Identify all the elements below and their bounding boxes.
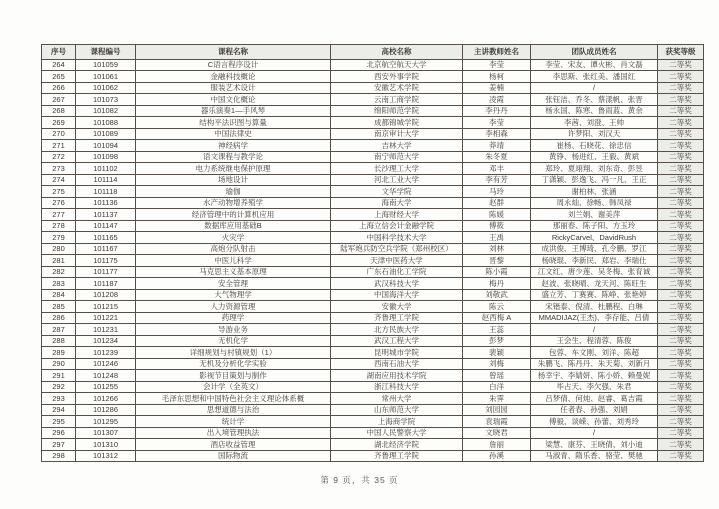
col-index-cell: 270 <box>42 128 76 140</box>
col-index-cell: 273 <box>42 163 76 175</box>
col-award-level-cell: 二等奖 <box>658 140 704 152</box>
col-course-name-cell: 服装艺术设计 <box>136 82 331 94</box>
col-team-members-cell: 宋锴泰、倪清、杜鹏程、白琳 <box>531 301 658 313</box>
col-team-members-cell: 李莹、宋友、谭火彬、肖文磊 <box>531 59 658 71</box>
col-teacher-cell: 晋黎 <box>463 255 531 267</box>
col-course-name-cell: 语文课程与教学论 <box>136 151 331 163</box>
col-course-name-cell: 药理学 <box>136 312 331 324</box>
col-course-name-cell: 场地设计 <box>136 174 331 186</box>
table-row <box>42 370 704 382</box>
col-award-level-cell: 二等奖 <box>658 232 704 244</box>
col-index-cell: 280 <box>42 243 76 255</box>
table-row <box>42 358 704 370</box>
col-award-level-cell: 二等奖 <box>658 151 704 163</box>
col-course-name-cell: 中国法律史 <box>136 128 331 140</box>
table-row <box>42 381 704 393</box>
column-header-col-course-id: 课程编号 <box>76 45 136 60</box>
col-teacher-cell: 曾瑶 <box>463 370 531 382</box>
col-award-level-cell: 二等奖 <box>658 301 704 313</box>
col-index-cell: 294 <box>42 404 76 416</box>
col-course-name-cell: 瑜伽 <box>136 186 331 198</box>
col-university-cell: 上海立信会计金融学院 <box>331 220 463 232</box>
col-university-cell: 西安外事学院 <box>331 71 463 83</box>
col-teacher-cell: 刘园园 <box>463 404 531 416</box>
col-course-name-cell: 导游业务 <box>136 324 331 336</box>
col-index-cell: 279 <box>42 232 76 244</box>
col-course-id-cell: 101082 <box>76 105 136 117</box>
col-award-level-cell: 二等奖 <box>658 243 704 255</box>
col-award-level-cell: 二等奖 <box>658 82 704 94</box>
table-row <box>42 186 704 198</box>
col-course-name-cell: 安全管理 <box>136 278 331 290</box>
col-teacher-cell: 陈小霞 <box>463 266 531 278</box>
col-award-level-cell: 二等奖 <box>658 427 704 439</box>
col-course-name-cell: 中国文化概论 <box>136 94 331 106</box>
col-teacher-cell: 朱冬夏 <box>463 151 531 163</box>
table-row <box>42 94 704 106</box>
col-course-id-cell: 101286 <box>76 404 136 416</box>
col-university-cell: 武汉工程大学 <box>331 335 463 347</box>
col-award-level-cell: 二等奖 <box>658 335 704 347</box>
table-row <box>42 393 704 405</box>
column-header-col-university: 高校名称 <box>331 45 463 60</box>
col-team-members-cell: 杨永国、陈寒、鲁雨蓝、黄余 <box>531 105 658 117</box>
col-university-cell: 中国海洋大学 <box>331 289 463 301</box>
col-award-level-cell: 二等奖 <box>658 358 704 370</box>
col-index-cell: 275 <box>42 186 76 198</box>
col-teacher-cell: 裴颖 <box>463 347 531 359</box>
col-university-cell: 西南石油大学 <box>331 358 463 370</box>
col-award-level-cell: 二等奖 <box>658 94 704 106</box>
col-award-level-cell: 二等奖 <box>658 220 704 232</box>
col-university-cell: 南京审计大学 <box>331 128 463 140</box>
col-university-cell: 常州大学 <box>331 393 463 405</box>
col-award-level-cell: 二等奖 <box>658 312 704 324</box>
page-number-footer: 第 9 页，共 35 页 <box>320 475 399 485</box>
col-teacher-cell: 袁瑞霞 <box>463 416 531 428</box>
col-team-members-cell: 李思斯、张红美、潘国红 <box>531 71 658 83</box>
table-row <box>42 312 704 324</box>
col-course-id-cell: 101114 <box>76 174 136 186</box>
table-row <box>42 82 704 94</box>
col-university-cell: 中国人民警察大学 <box>331 427 463 439</box>
col-team-members-cell: RickyCarvel、DavidRush <box>531 232 658 244</box>
col-index-cell: 290 <box>42 358 76 370</box>
col-teacher-cell: 李相森 <box>463 128 531 140</box>
col-award-level-cell: 二等奖 <box>658 186 704 198</box>
col-course-id-cell: 101061 <box>76 71 136 83</box>
col-course-name-cell: 经济管理中的计算机应用 <box>136 209 331 221</box>
col-teacher-cell: 马玲 <box>463 186 531 198</box>
col-teacher-cell: 李莹 <box>463 117 531 129</box>
table-row <box>42 209 704 221</box>
col-team-members-cell: 马淑青、隋乐香、骆莹、樊驰 <box>531 450 658 462</box>
table-row <box>42 232 704 244</box>
col-team-members-cell: 王会生、程清蓉、陈俊 <box>531 335 658 347</box>
col-team-members-cell: 李茜、刘澄、王帅 <box>531 117 658 129</box>
col-university-cell: 海南大学 <box>331 197 463 209</box>
col-index-cell: 296 <box>42 427 76 439</box>
col-university-cell: 陆军炮兵防空兵学院（郑州校区） <box>331 243 463 255</box>
table-row <box>42 174 704 186</box>
col-award-level-cell: 二等奖 <box>658 278 704 290</box>
col-course-name-cell: 无机化学 <box>136 335 331 347</box>
col-university-cell: 北方民族大学 <box>331 324 463 336</box>
col-award-level-cell: 二等奖 <box>658 128 704 140</box>
table-row <box>42 347 704 359</box>
column-header-col-award-level: 获奖等级 <box>658 45 704 60</box>
col-award-level-cell: 二等奖 <box>658 255 704 267</box>
col-award-level-cell: 二等奖 <box>658 439 704 451</box>
col-index-cell: 274 <box>42 174 76 186</box>
col-team-members-cell: 刘兰娟、谢美萍 <box>531 209 658 221</box>
col-index-cell: 272 <box>42 151 76 163</box>
table-row <box>42 404 704 416</box>
col-team-members-cell: 赵波、张晓晴、龙天河、陈旺生 <box>531 278 658 290</box>
col-course-id-cell: 101295 <box>76 416 136 428</box>
col-award-level-cell: 二等奖 <box>658 71 704 83</box>
col-course-name-cell: 水产动物增养殖学 <box>136 197 331 209</box>
col-course-id-cell: 101098 <box>76 151 136 163</box>
col-course-id-cell: 101102 <box>76 163 136 175</box>
col-index-cell: 286 <box>42 312 76 324</box>
col-course-name-cell: C语言程序设计 <box>136 59 331 71</box>
col-team-members-cell: 黄铮、杨进红、王毅、黄斌 <box>531 151 658 163</box>
table-row <box>42 151 704 163</box>
col-index-cell: 288 <box>42 335 76 347</box>
col-teacher-cell: 刘梅 <box>463 358 531 370</box>
col-index-cell: 271 <box>42 140 76 152</box>
col-teacher-cell: 陈媛 <box>463 209 531 221</box>
col-course-id-cell: 101062 <box>76 82 136 94</box>
col-university-cell: 安徽艺术学院 <box>331 82 463 94</box>
col-university-cell: 南宁师范大学 <box>331 151 463 163</box>
col-course-name-cell: 统计学 <box>136 416 331 428</box>
table-row <box>42 128 704 140</box>
col-university-cell: 吉林大学 <box>331 140 463 152</box>
col-course-id-cell: 101187 <box>76 278 136 290</box>
col-university-cell: 绵阳师范学院 <box>331 105 463 117</box>
col-course-id-cell: 101177 <box>76 266 136 278</box>
col-award-level-cell: 二等奖 <box>658 370 704 382</box>
col-course-id-cell: 101118 <box>76 186 136 198</box>
col-teacher-cell: 赵群 <box>463 197 531 209</box>
col-course-id-cell: 101248 <box>76 370 136 382</box>
col-course-name-cell: 酒店收益管理 <box>136 439 331 451</box>
col-index-cell: 269 <box>42 117 76 129</box>
col-teacher-cell: 文晓君 <box>463 427 531 439</box>
col-team-members-cell: / <box>531 324 658 336</box>
column-header-col-course-name: 课程名称 <box>136 45 331 60</box>
col-team-members-cell: 梁慧、康芬、王晓倩、刘小迪 <box>531 439 658 451</box>
col-course-name-cell: 器乐演奏1—手风琴 <box>136 105 331 117</box>
col-course-name-cell: 结构平法识图与算量 <box>136 117 331 129</box>
col-university-cell: 上海商学院 <box>331 416 463 428</box>
col-university-cell: 浙江科技大学 <box>331 381 463 393</box>
col-course-id-cell: 101137 <box>76 209 136 221</box>
col-award-level-cell: 二等奖 <box>658 450 704 462</box>
table-row <box>42 220 704 232</box>
col-teacher-cell: 詹丽 <box>463 439 531 451</box>
table-row <box>42 427 704 439</box>
col-index-cell: 281 <box>42 255 76 267</box>
col-university-cell: 河北工业大学 <box>331 174 463 186</box>
col-course-id-cell: 101255 <box>76 381 136 393</box>
col-index-cell: 298 <box>42 450 76 462</box>
col-award-level-cell: 二等奖 <box>658 416 704 428</box>
col-award-level-cell: 二等奖 <box>658 105 704 117</box>
col-award-level-cell: 二等奖 <box>658 266 704 278</box>
table-row <box>42 450 704 462</box>
table-row <box>42 71 704 83</box>
col-award-level-cell: 二等奖 <box>658 381 704 393</box>
col-course-name-cell: 大气物理学 <box>136 289 331 301</box>
col-teacher-cell: 梅丹 <box>463 278 531 290</box>
col-course-id-cell: 101147 <box>76 220 136 232</box>
col-teacher-cell: 邓丰 <box>463 163 531 175</box>
col-award-level-cell: 二等奖 <box>658 174 704 186</box>
col-university-cell: 湖北经济学院 <box>331 439 463 451</box>
col-team-members-cell: 包蓉、车文刚、刘洋、陈超 <box>531 347 658 359</box>
col-university-cell: 武汉科技大学 <box>331 278 463 290</box>
col-team-members-cell: 江文红、唐少莲、吴冬梅、张育诚 <box>531 266 658 278</box>
col-course-name-cell: 数据库应用基础B <box>136 220 331 232</box>
col-index-cell: 266 <box>42 82 76 94</box>
col-teacher-cell: 孙溪 <box>463 450 531 462</box>
col-team-members-cell: 周永灿、徐畅、韩凤禄 <box>531 197 658 209</box>
table-row <box>42 105 704 117</box>
table-row <box>42 197 704 209</box>
table-row <box>42 439 704 451</box>
col-course-id-cell: 101215 <box>76 301 136 313</box>
col-course-name-cell: 思想道德与法治 <box>136 404 331 416</box>
col-university-cell: 上海财经大学 <box>331 209 463 221</box>
col-award-level-cell: 二等奖 <box>658 393 704 405</box>
col-course-name-cell: 高炮分队射击 <box>136 243 331 255</box>
col-index-cell: 268 <box>42 105 76 117</box>
col-team-members-cell: 傅毅、谈嵘、孙蕾、刘秀玲 <box>531 416 658 428</box>
col-course-name-cell: 金融科技概论 <box>136 71 331 83</box>
col-index-cell: 291 <box>42 370 76 382</box>
column-header-col-teacher: 主讲教师姓名 <box>463 45 531 60</box>
col-team-members-cell: / <box>531 82 658 94</box>
col-course-id-cell: 101073 <box>76 94 136 106</box>
col-university-cell: 长沙理工大学 <box>331 163 463 175</box>
col-index-cell: 277 <box>42 209 76 221</box>
col-team-members-cell: 那丽春、陈子阳、方玉玲 <box>531 220 658 232</box>
col-university-cell: 齐鲁理工学院 <box>331 450 463 462</box>
col-team-members-cell: 吕梦倩、何炖、赵睿、葛吉霞 <box>531 393 658 405</box>
col-award-level-cell: 二等奖 <box>658 209 704 221</box>
table-row <box>42 117 704 129</box>
col-university-cell: 湖南应用技术学院 <box>331 370 463 382</box>
col-course-id-cell: 101231 <box>76 324 136 336</box>
col-teacher-cell: 刘敬武 <box>463 289 531 301</box>
col-course-name-cell: 人力资源管理 <box>136 301 331 313</box>
col-teacher-cell: 李有芳 <box>463 174 531 186</box>
col-index-cell: 283 <box>42 278 76 290</box>
col-course-name-cell: 出入境管理执法 <box>136 427 331 439</box>
col-award-level-cell: 二等奖 <box>658 117 704 129</box>
col-course-id-cell: 101310 <box>76 439 136 451</box>
col-course-name-cell: 无机及分析化学实验 <box>136 358 331 370</box>
col-course-name-cell: 电力系统继电保护原理 <box>136 163 331 175</box>
table-row <box>42 335 704 347</box>
table-row <box>42 163 704 175</box>
table-row <box>42 243 704 255</box>
col-university-cell: 齐鲁理工学院 <box>331 312 463 324</box>
col-teacher-cell: 姜楠 <box>463 82 531 94</box>
col-team-members-cell: MMADIJAZ(王杰)、李存能、吕倩 <box>531 312 658 324</box>
col-course-id-cell: 101059 <box>76 59 136 71</box>
col-teacher-cell: 刘林 <box>463 243 531 255</box>
col-team-members-cell: 崔杨、石晓花、徐忠信 <box>531 140 658 152</box>
col-index-cell: 276 <box>42 197 76 209</box>
col-index-cell: 289 <box>42 347 76 359</box>
col-team-members-cell: 谢柏林、张涵 <box>531 186 658 198</box>
col-course-id-cell: 101312 <box>76 450 136 462</box>
col-course-name-cell: 火灾学 <box>136 232 331 244</box>
col-award-level-cell: 二等奖 <box>658 163 704 175</box>
col-course-id-cell: 101165 <box>76 232 136 244</box>
col-index-cell: 292 <box>42 381 76 393</box>
col-teacher-cell: 李丹丹 <box>463 105 531 117</box>
col-teacher-cell: 傅筱 <box>463 220 531 232</box>
col-award-level-cell: 二等奖 <box>658 324 704 336</box>
col-teacher-cell: 杨柯 <box>463 71 531 83</box>
course-award-table <box>41 44 704 462</box>
col-award-level-cell: 二等奖 <box>658 289 704 301</box>
col-teacher-cell: 李莹 <box>463 59 531 71</box>
col-university-cell: 中国科学技术大学 <box>331 232 463 244</box>
col-course-id-cell: 101167 <box>76 243 136 255</box>
col-teacher-cell: 赵西梅 A <box>463 312 531 324</box>
table-body <box>42 59 704 462</box>
col-course-id-cell: 101239 <box>76 347 136 359</box>
col-course-name-cell: 会计学（全英文） <box>136 381 331 393</box>
col-university-cell: 昆明城市学院 <box>331 347 463 359</box>
col-index-cell: 265 <box>42 71 76 83</box>
col-team-members-cell: 杨幸宇、李婧妍、陈小娇、赖曼妮 <box>531 370 658 382</box>
column-header-col-index: 序号 <box>42 45 76 60</box>
col-course-name-cell: 马克思主义基本原理 <box>136 266 331 278</box>
col-teacher-cell: 凌霞 <box>463 94 531 106</box>
col-university-cell: 文华学院 <box>331 186 463 198</box>
col-teacher-cell: 白洋 <box>463 381 531 393</box>
col-course-id-cell: 101307 <box>76 427 136 439</box>
col-course-id-cell: 101208 <box>76 289 136 301</box>
col-team-members-cell: 任者春、孙强、刘娟 <box>531 404 658 416</box>
col-course-name-cell: 中医儿科学 <box>136 255 331 267</box>
col-award-level-cell: 二等奖 <box>658 347 704 359</box>
col-teacher-cell: 陈云 <box>463 301 531 313</box>
col-university-cell: 成都锦城学院 <box>331 117 463 129</box>
col-course-name-cell: 国际物流 <box>136 450 331 462</box>
col-course-name-cell: 神经病学 <box>136 140 331 152</box>
table-row <box>42 59 704 71</box>
col-team-members-cell: 朱鹏飞、陈丹丹、朱天菊、刘新月 <box>531 358 658 370</box>
col-course-id-cell: 101266 <box>76 393 136 405</box>
col-course-id-cell: 101246 <box>76 358 136 370</box>
col-course-id-cell: 101089 <box>76 128 136 140</box>
col-university-cell: 云南工商学院 <box>331 94 463 106</box>
col-course-name-cell: 毛泽东思想和中国特色社会主义理论体系概 <box>136 393 331 405</box>
col-team-members-cell: 郑玲、夏翊翔、刘东奇、彭昱 <box>531 163 658 175</box>
col-course-id-cell: 101234 <box>76 335 136 347</box>
col-team-members-cell: 张钰洁、乔冬、蔡漾帆、张晋 <box>531 94 658 106</box>
col-index-cell: 282 <box>42 266 76 278</box>
col-team-members-cell: 杨晓琨、李新民、郑岩、李瑞仕 <box>531 255 658 267</box>
col-team-members-cell: 许梦阳、刘汉天 <box>531 128 658 140</box>
col-course-id-cell: 101088 <box>76 117 136 129</box>
table-header-row <box>42 45 704 60</box>
col-university-cell: 北京航空航天大学 <box>331 59 463 71</box>
col-award-level-cell: 二等奖 <box>658 404 704 416</box>
col-team-members-cell: 盛立芳、丁赛赛、陈峥、张艳婷 <box>531 289 658 301</box>
col-team-members-cell: 丁潇颖、彭逸飞、冯一凡、王正 <box>531 174 658 186</box>
table-row <box>42 255 704 267</box>
table-row <box>42 266 704 278</box>
col-index-cell: 297 <box>42 439 76 451</box>
col-teacher-cell: 莽靖 <box>463 140 531 152</box>
col-university-cell: 广东石油化工学院 <box>331 266 463 278</box>
col-index-cell: 293 <box>42 393 76 405</box>
table-row <box>42 301 704 313</box>
col-award-level-cell: 二等奖 <box>658 197 704 209</box>
col-index-cell: 267 <box>42 94 76 106</box>
col-teacher-cell: 王禹 <box>463 232 531 244</box>
col-team-members-cell: / <box>531 427 658 439</box>
col-course-id-cell: 101175 <box>76 255 136 267</box>
col-course-id-cell: 101221 <box>76 312 136 324</box>
table-row <box>42 140 704 152</box>
col-index-cell: 287 <box>42 324 76 336</box>
col-index-cell: 285 <box>42 301 76 313</box>
col-course-name-cell: 详细规划与村镇规划（1） <box>136 347 331 359</box>
col-teacher-cell: 王蕊 <box>463 324 531 336</box>
col-index-cell: 295 <box>42 416 76 428</box>
col-index-cell: 278 <box>42 220 76 232</box>
table-row <box>42 289 704 301</box>
col-course-name-cell: 影视节目策划与制作 <box>136 370 331 382</box>
table-row <box>42 324 704 336</box>
col-university-cell: 天津中医药大学 <box>331 255 463 267</box>
col-university-cell: 山东师范大学 <box>331 404 463 416</box>
table-row <box>42 416 704 428</box>
col-award-level-cell: 二等奖 <box>658 59 704 71</box>
col-index-cell: 264 <box>42 59 76 71</box>
col-teacher-cell: 彭梦 <box>463 335 531 347</box>
col-university-cell: 安徽大学 <box>331 301 463 313</box>
col-team-members-cell: 成洪俊、王博琦、孔令鹏、罗江 <box>531 243 658 255</box>
col-teacher-cell: 朱霁 <box>463 393 531 405</box>
col-course-id-cell: 101094 <box>76 140 136 152</box>
table-row <box>42 278 704 290</box>
column-header-col-team-members: 团队成员姓名 <box>531 45 658 60</box>
col-team-members-cell: 毕占天、李欠强、朱君 <box>531 381 658 393</box>
col-index-cell: 284 <box>42 289 76 301</box>
col-course-id-cell: 101136 <box>76 197 136 209</box>
